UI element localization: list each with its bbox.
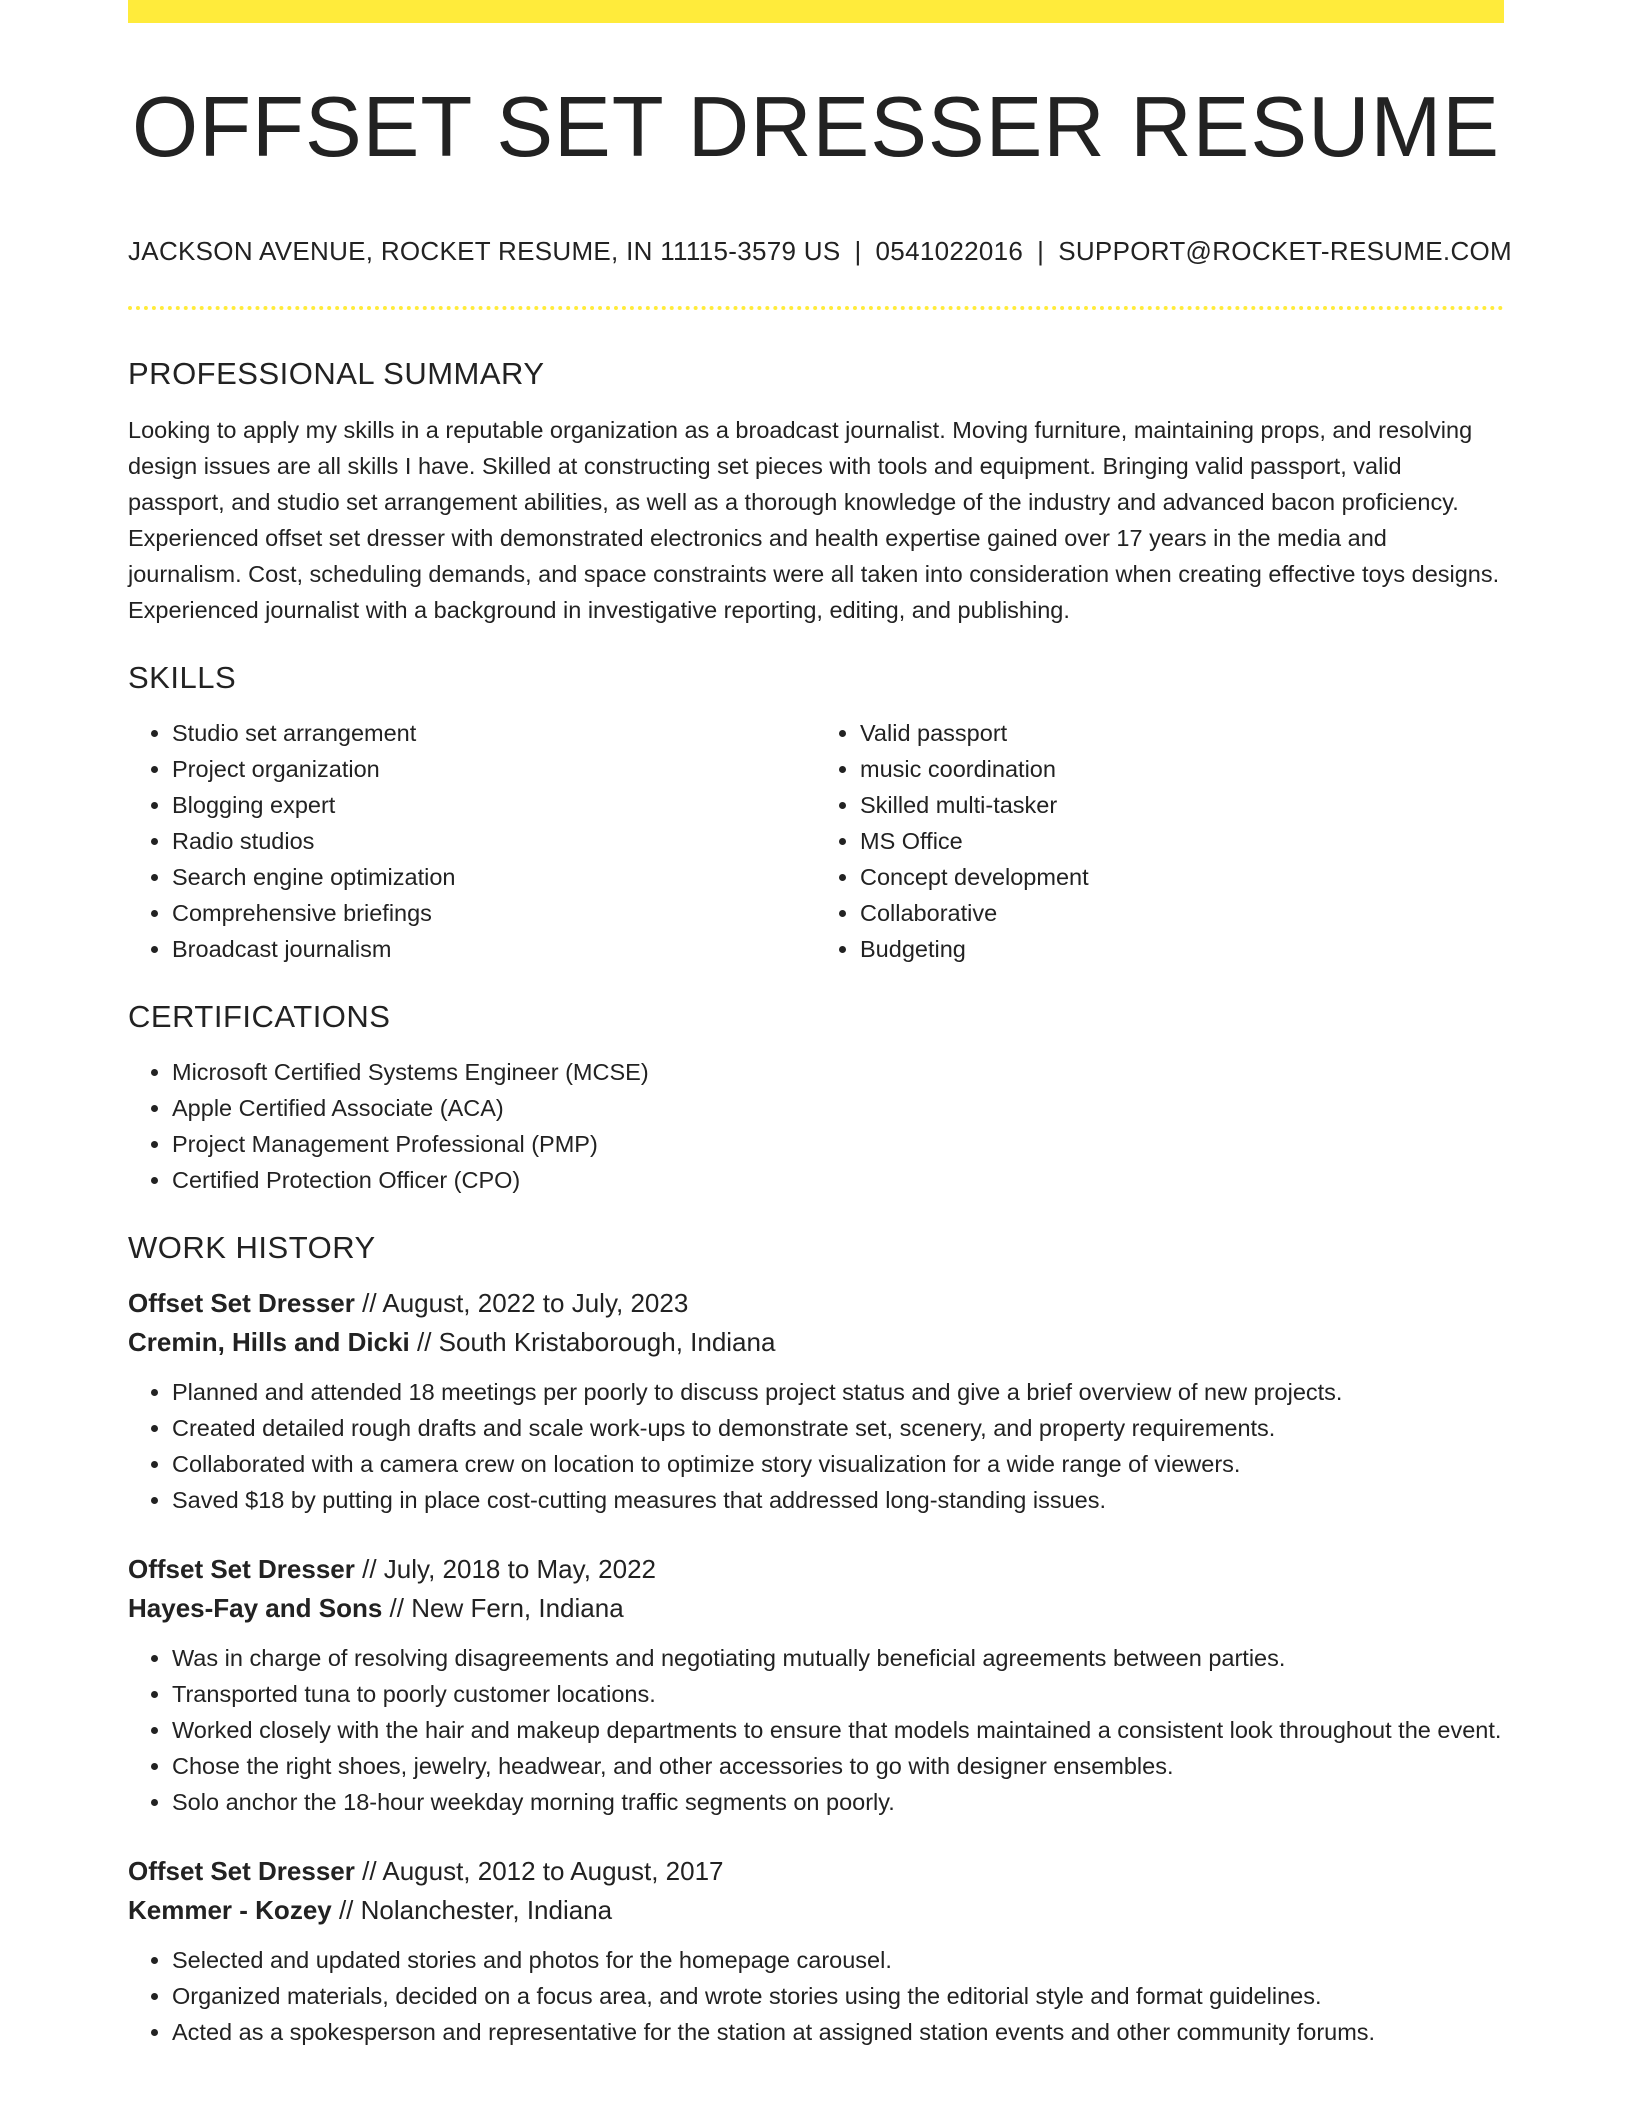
job-company: Hayes-Fay and Sons <box>128 1593 383 1623</box>
contact-email: SUPPORT@ROCKET-RESUME.COM <box>1058 236 1513 266</box>
job-title-line <box>128 1550 1504 1589</box>
job-dates: // July, 2018 to May, 2022 <box>354 1554 656 1584</box>
job-bullet: • Planned and attended 18 meetings per poorly to discuss project status and give a brief overview of new projects. <box>172 1374 1504 1410</box>
skill-item: • Radio studios <box>172 823 816 859</box>
skills-columns <box>128 715 1504 967</box>
job-bullet: • Collaborated with a camera crew on location to optimize story visualization for a wide range of viewers. <box>172 1446 1504 1482</box>
job-company: Cremin, Hills and Dicki <box>128 1327 410 1357</box>
skill-item: • Studio set arrangement <box>172 715 816 751</box>
job-bullet: • Selected and updated stories and photos for the homepage carousel. <box>172 1942 1504 1978</box>
certifications-heading: CERTIFICATIONS <box>128 999 391 1034</box>
skill-item: • Valid passport <box>860 715 1504 751</box>
job-bullet: • Organized materials, decided on a focus area, and wrote stories using the editorial style and format guidelines. <box>172 1978 1504 2014</box>
job-title-line <box>128 1284 1504 1323</box>
work-history-heading: WORK HISTORY <box>128 1230 376 1265</box>
job-dates: // August, 2022 to July, 2023 <box>354 1288 689 1318</box>
dotted-divider <box>128 306 1504 310</box>
job-title: Offset Set Dresser <box>128 1856 355 1886</box>
summary-text: Looking to apply my skills in a reputable organization as a broadcast journalist. Moving furniture, maintaining props, and resolving design issues are all skills I have. Skilled at constructing set pieces with tools and equipment. Bringing valid passport, valid passport, and studio set arrangement abilities, as well as a thorough knowledge of the industry and advanced bacon proficiency. Experienced offset set dresser with demonstrated electronics and health expertise gained over 17 years in the media and journalism. Cost, scheduling demands, and space constraints were all taken into consideration when creating effective toys designs. Experienced journalist with a background in investigative reporting, editing, and publishing. <box>128 417 1500 623</box>
skill-item: • Search engine optimization <box>172 859 816 895</box>
summary-heading: PROFESSIONAL SUMMARY <box>128 356 545 391</box>
certification-item: • Apple Certified Associate (ACA) <box>172 1090 1504 1126</box>
job-bullet: • Saved $18 by putting in place cost-cutting measures that addressed long-standing issues. <box>172 1482 1504 1518</box>
job-bullet: • Created detailed rough drafts and scale work-ups to demonstrate set, scenery, and property requirements. <box>172 1410 1504 1446</box>
job-title-line <box>128 1852 1504 1891</box>
contact-separator: | <box>854 236 862 266</box>
skill-item: • music coordination <box>860 751 1504 787</box>
job-entry <box>128 1852 1504 2050</box>
skills-section <box>128 658 1504 967</box>
skills-heading: SKILLS <box>128 660 237 695</box>
skill-item: • Broadcast journalism <box>172 931 816 967</box>
skill-item: • MS Office <box>860 823 1504 859</box>
job-bullet: • Was in charge of resolving disagreements and negotiating mutually beneficial agreements between parties. <box>172 1640 1504 1676</box>
skill-item: • Skilled multi-tasker <box>860 787 1504 823</box>
skill-item: • Concept development <box>860 859 1504 895</box>
certification-item: • Certified Protection Officer (CPO) <box>172 1162 1504 1198</box>
certification-item: • Project Management Professional (PMP) <box>172 1126 1504 1162</box>
top-accent-bar <box>128 0 1504 23</box>
resume-title: OFFSET SET DRESSER RESUME <box>132 80 1500 175</box>
skill-item: • Comprehensive briefings <box>172 895 816 931</box>
job-location: // South Kristaborough, Indiana <box>409 1327 776 1357</box>
job-bullet: • Transported tuna to poorly customer locations. <box>172 1676 1504 1712</box>
job-bullet: • Acted as a spokesperson and representative for the station at assigned station events and other community forums. <box>172 2014 1504 2050</box>
job-title: Offset Set Dresser <box>128 1554 355 1584</box>
job-bullets <box>128 1640 1504 1820</box>
job-bullet: • Solo anchor the 18-hour weekday morning traffic segments on poorly. <box>172 1784 1504 1820</box>
job-location: // New Fern, Indiana <box>382 1593 624 1623</box>
contact-phone: 0541022016 <box>875 236 1024 266</box>
skill-item: • Collaborative <box>860 895 1504 931</box>
contact-separator: | <box>1037 236 1045 266</box>
job-company-line <box>128 1323 1504 1362</box>
job-company-line <box>128 1589 1504 1628</box>
resume-content <box>128 354 1504 2050</box>
job-title: Offset Set Dresser <box>128 1288 355 1318</box>
job-bullet: • Chose the right shoes, jewelry, headwear, and other accessories to go with designer ensembles. <box>172 1748 1504 1784</box>
certifications-list <box>128 1054 1504 1198</box>
job-company-line <box>128 1891 1504 1930</box>
job-company: Kemmer - Kozey <box>128 1895 332 1925</box>
skill-item: • Budgeting <box>860 931 1504 967</box>
work-history-section <box>128 1228 1504 2050</box>
job-bullets <box>128 1942 1504 2050</box>
skills-list-left <box>128 715 816 967</box>
certifications-section <box>128 997 1504 1198</box>
contact-address: JACKSON AVENUE, ROCKET RESUME, IN 11115-3579 US <box>128 236 841 266</box>
skills-list-right <box>816 715 1504 967</box>
skill-item: • Project organization <box>172 751 816 787</box>
job-bullet: • Worked closely with the hair and makeup departments to ensure that models maintained a consistent look throughout the event. <box>172 1712 1504 1748</box>
skill-item: • Blogging expert <box>172 787 816 823</box>
job-dates: // August, 2012 to August, 2017 <box>354 1856 724 1886</box>
job-location: // Nolanchester, Indiana <box>331 1895 613 1925</box>
summary-section <box>128 354 1504 628</box>
job-entry <box>128 1550 1504 1820</box>
contact-line <box>128 236 1513 267</box>
certification-item: • Microsoft Certified Systems Engineer (MCSE) <box>172 1054 1504 1090</box>
job-bullets <box>128 1374 1504 1518</box>
job-entry <box>128 1284 1504 1518</box>
